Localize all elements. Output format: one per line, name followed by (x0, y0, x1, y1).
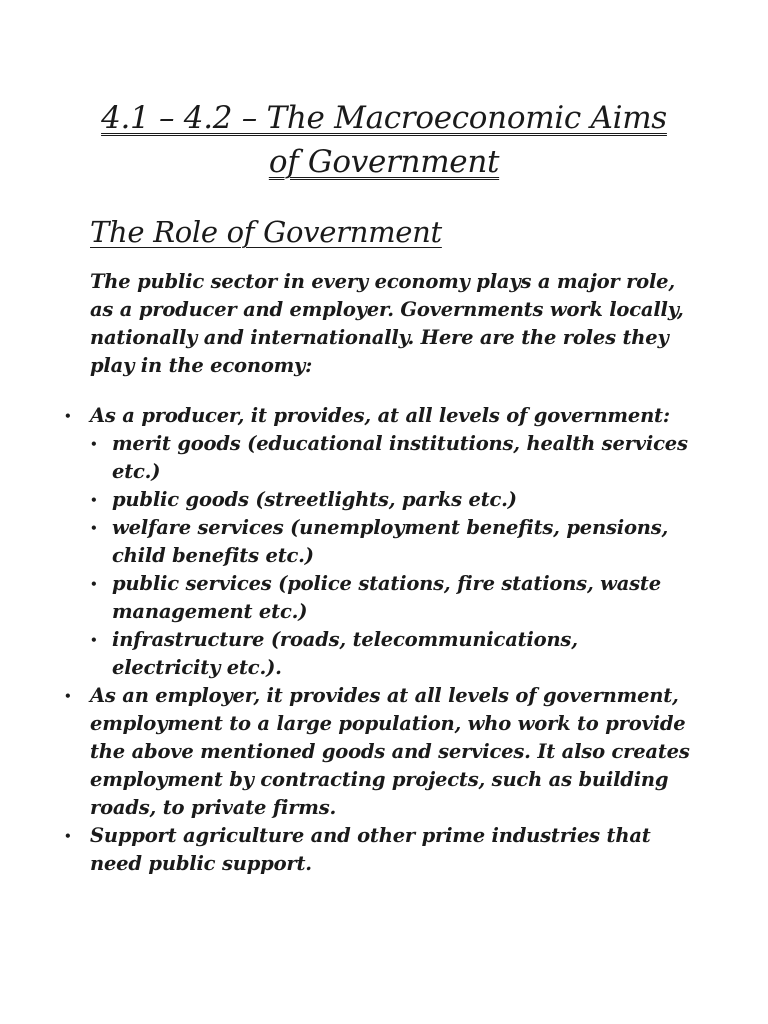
sub-list-item (90, 626, 690, 682)
bullet-icon: • (90, 493, 98, 507)
sub-item-text: welfare services (unemployment benefits, pensions, child benefits etc.) (112, 516, 669, 567)
role-item-employer (60, 682, 690, 822)
sub-item-text: merit goods (educational institutions, health services etc.) (112, 432, 688, 483)
sub-list-item (90, 514, 690, 570)
document-title-line-2: of Government (268, 144, 500, 180)
sub-list-item (90, 486, 690, 514)
role-item-text: Support agriculture and other prime industries that need public support. (90, 824, 651, 875)
bullet-icon: • (90, 577, 98, 591)
sub-item-text: public services (police stations, fire stations, waste management etc.) (112, 572, 661, 623)
roles-list (60, 402, 690, 878)
role-item-text: As a producer, it provides, at all levels of government: (90, 404, 670, 427)
role-item-text: As an employer, it provides at all levels of government, employment to a large population, who work to provide the above mentioned goods and services. It also creates employment by contracting projects, such as building roads, to private firms. (90, 684, 690, 819)
section-heading: The Role of Government (90, 215, 442, 249)
document-title-line-1: 4.1 – 4.2 – The Macroeconomic Aims (101, 100, 667, 136)
bullet-icon: • (90, 521, 98, 535)
sub-list-item (90, 570, 690, 626)
bullet-icon: • (64, 409, 72, 423)
role-item-support (60, 822, 690, 878)
sub-item-text: public goods (streetlights, parks etc.) (112, 488, 517, 511)
document-title (60, 96, 708, 184)
bullet-icon: • (64, 689, 72, 703)
bullet-icon: • (90, 633, 98, 647)
sub-list-item (90, 430, 690, 486)
bullet-icon: • (64, 829, 72, 843)
bullet-icon: • (90, 437, 98, 451)
producer-sub-list (90, 430, 690, 682)
role-item-producer (60, 402, 690, 682)
intro-paragraph: The public sector in every economy plays a major role, as a producer and employer. Governments work locally, nationally and internationally. Here are the roles they play in the economy: (90, 270, 684, 377)
sub-item-text: infrastructure (roads, telecommunications, electricity etc.). (112, 628, 578, 679)
